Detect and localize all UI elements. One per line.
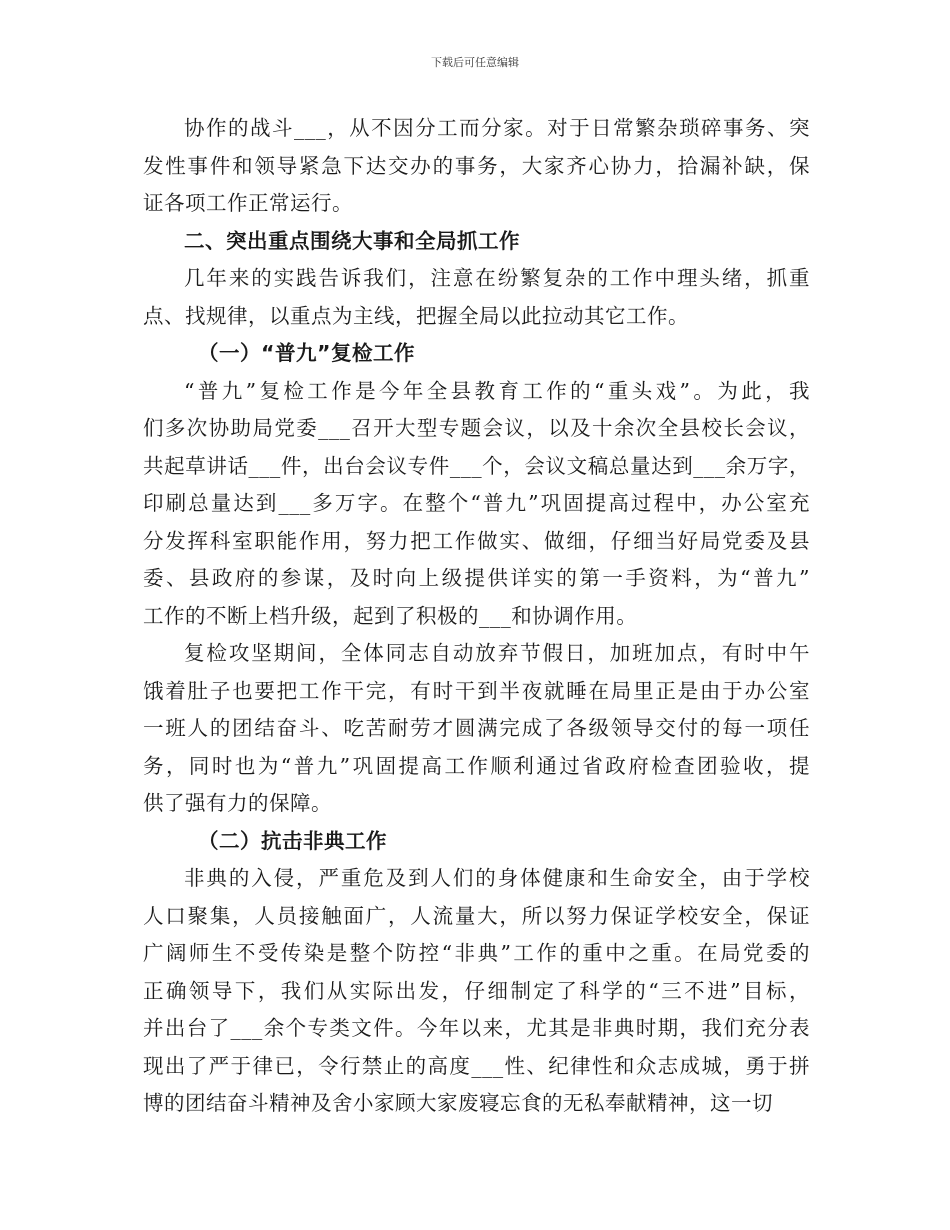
text-line: 们多次协助局党委___召开大型专题会议，以及十余次全县校长会议， <box>143 416 810 440</box>
text-line: 工作的不断上档升级，起到了积极的___和协调作用。 <box>143 603 638 628</box>
text-line: 人口聚集，人员接触面广，人流量大，所以努力保证学校安全，保证 <box>143 903 810 928</box>
text-line: （二）抗击非典工作 <box>198 828 387 853</box>
section-heading <box>143 223 810 261</box>
text-line: 发性事件和领导紧急下达交办的事务，大家齐心协力，拾漏补缺，保 <box>143 153 810 178</box>
text-line: 共起草讲话___件，出台会议专件___个，会议文稿总量达到___余万字， <box>143 453 810 478</box>
text-line: 协作的战斗___，从不因分工而分家。对于日常繁杂琐碎事务、突 <box>184 116 810 140</box>
paragraph <box>143 635 810 823</box>
paragraph <box>143 110 810 223</box>
paragraph <box>143 260 810 335</box>
text-line: 证各项工作正常运行。 <box>143 191 353 215</box>
text-line: 复检攻坚期间，全体同志自动放弃节假日，加班加点，有时中午 <box>184 641 810 665</box>
document-body <box>143 110 810 1123</box>
paragraph <box>143 860 810 1123</box>
text-line: 点、找规律，以重点为主线，把握全局以此拉动其它工作。 <box>143 303 689 328</box>
text-line: 并出台了___余个专类文件。今年以来，尤其是非典时期，我们充分表 <box>143 1016 810 1040</box>
paragraph <box>143 373 810 636</box>
subsection-heading <box>143 823 810 861</box>
text-line: 非典的入侵，严重危及到人们的身体健康和生命安全，由于学校 <box>184 866 810 890</box>
text-line: 分发挥科室职能作用，努力把工作做实、做细，仔细当好局党委及县 <box>143 528 810 553</box>
text-line: 印刷总量达到___多万字。在整个“普九”巩固提高过程中，办公室充 <box>143 491 810 515</box>
text-line: 饿着肚子也要把工作干完，有时干到半夜就睡在局里正是由于办公室 <box>143 678 810 703</box>
text-line: 供了强有力的保障。 <box>143 791 332 815</box>
text-line: 几年来的实践告诉我们，注意在纷繁复杂的工作中理头绪，抓重 <box>184 266 810 290</box>
text-line: 一班人的团结奋斗、吃苦耐劳才圆满完成了各级领导交付的每一项任 <box>143 716 810 740</box>
text-line: “普九”复检工作是今年全县教育工作的“重头戏”。为此，我 <box>184 378 810 403</box>
text-line: 委、县政府的参谋，及时向上级提供详实的第一手资料，为“普九” <box>143 566 810 590</box>
text-line: 现出了严于律已，令行禁止的高度___性、纪律性和众志成城，勇于拼 <box>143 1053 810 1078</box>
page-header: 下载后可任意编辑 <box>431 56 519 69</box>
text-line: 二、突出重点围绕大事和全局抓工作 <box>184 228 520 253</box>
text-line: 务，同时也为“普九”巩固提高工作顺利通过省政府检查团验收，提 <box>143 753 810 778</box>
text-line: 广阔师生不受传染是整个防控“非典”工作的重中之重。在局党委的 <box>143 941 810 965</box>
text-line: 正确领导下，我们从实际出发，仔细制定了科学的“三不进”目标， <box>143 978 810 1003</box>
text-line: 博的团结奋斗精神及舍小家顾大家废寝忘食的无私奉献精神，这一切 <box>143 1091 773 1115</box>
subsection-heading <box>143 335 810 373</box>
text-line: （一）“普九”复检工作 <box>198 341 415 365</box>
